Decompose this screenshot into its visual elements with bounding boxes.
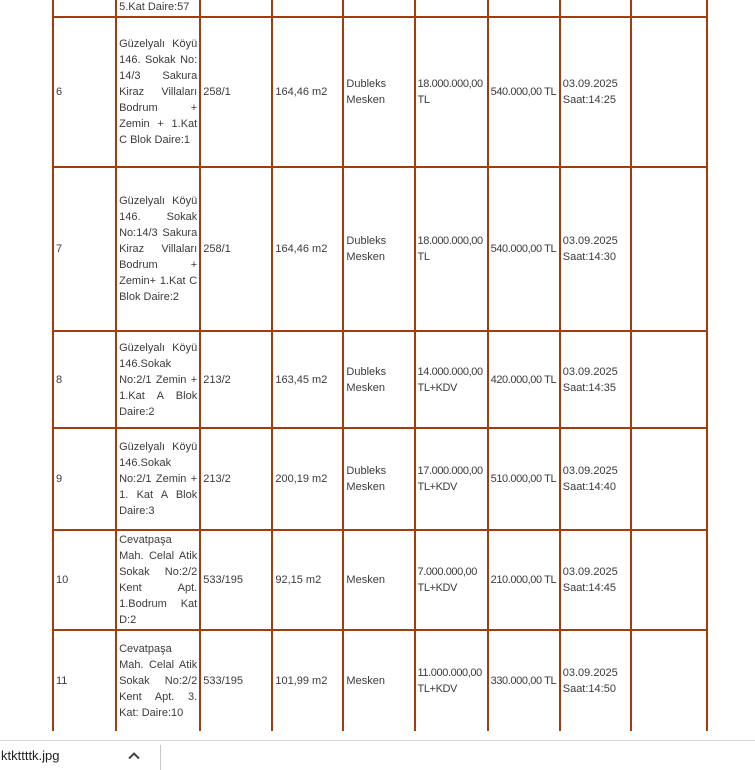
cell-row-number: 6 xyxy=(53,17,116,167)
cell-deposit: 210.000,00 TL xyxy=(488,530,560,630)
cell-address: Güzelyalı Köyü 146. Sokak No:14/3 Sakura Kiraz Villaları Bodrum + Zemin+ 1.Kat C Blok Daire:2 xyxy=(116,167,200,331)
cell-price: 14.000.000,00 TL+KDV xyxy=(415,331,488,428)
cell-extra xyxy=(631,331,707,428)
cell-area: 163,45 m2 xyxy=(272,331,343,428)
listings-table-container xyxy=(52,0,714,731)
chevron-up-glyph xyxy=(128,752,140,760)
cell-parcel: 258/1 xyxy=(200,17,272,167)
table-row-partial xyxy=(53,0,707,17)
cell-price: 18.000.000,00 TL xyxy=(415,167,488,331)
cell-parcel: 533/195 xyxy=(200,530,272,630)
cell-row-number: 10 xyxy=(53,530,116,630)
cell-parcel: 213/2 xyxy=(200,331,272,428)
cell-type: Dubleks Mesken xyxy=(343,17,414,167)
cell-datetime: 03.09.2025 Saat:14:45 xyxy=(560,530,631,630)
cell-parcel: 533/195 xyxy=(200,630,272,731)
cell-deposit: 510.000,00 TL xyxy=(488,428,560,530)
cell-type: Dubleks Mesken xyxy=(343,428,414,530)
cell-parcel: 213/2 xyxy=(200,428,272,530)
cell-row-number: 7 xyxy=(53,167,116,331)
cell-type xyxy=(343,0,414,17)
download-bar xyxy=(0,740,755,770)
cell-price xyxy=(415,0,488,17)
table-row xyxy=(53,17,707,167)
table-row xyxy=(53,428,707,530)
cell-area: 164,46 m2 xyxy=(272,17,343,167)
cell-price: 17.000.000,00 TL+KDV xyxy=(415,428,488,530)
table-row xyxy=(53,630,707,731)
download-bar-divider xyxy=(160,745,161,770)
cell-datetime: 03.09.2025 Saat:14:35 xyxy=(560,331,631,428)
cell-area xyxy=(272,0,343,17)
cell-address: Güzelyalı Köyü 146.Sokak No:2/1 Zemin + 1. Kat A Blok Daire:3 xyxy=(116,428,200,530)
cell-deposit: 330.000,00 TL xyxy=(488,630,560,731)
table-row xyxy=(53,167,707,331)
cell-extra xyxy=(631,0,707,17)
cell-address: Cevatpaşa Mah. Celal Atik Sokak No:2/2 Kent Apt. 1.Bodrum Kat D:2 xyxy=(116,530,200,630)
cell-address: 5.Kat Daire:57 xyxy=(116,0,200,17)
cell-extra xyxy=(631,630,707,731)
cell-price: 11.000.000,00 TL+KDV xyxy=(415,630,488,731)
cell-datetime: 03.09.2025 Saat:14:50 xyxy=(560,630,631,731)
download-filename[interactable]: ktkttttk.jpg xyxy=(1,748,60,763)
cell-area: 101,99 m2 xyxy=(272,630,343,731)
cell-address: Cevatpaşa Mah. Celal Atik Sokak No:2/2 Kent Apt. 3. Kat: Daire:10 xyxy=(116,630,200,731)
cell-row-number: 11 xyxy=(53,630,116,731)
cell-row-number: 8 xyxy=(53,331,116,428)
cell-price: 18.000.000,00 TL xyxy=(415,17,488,167)
cell-area: 200,19 m2 xyxy=(272,428,343,530)
cell-datetime: 03.09.2025 Saat:14:30 xyxy=(560,167,631,331)
cell-type: Mesken xyxy=(343,530,414,630)
cell-deposit: 420.000,00 TL xyxy=(488,331,560,428)
cell-deposit: 540.000,00 TL xyxy=(488,17,560,167)
chevron-up-icon[interactable] xyxy=(125,748,143,764)
cell-datetime xyxy=(560,0,631,17)
cell-address: Güzelyalı Köyü 146. Sokak No: 14/3 Sakura Kiraz Villaları Bodrum + Zemin + 1.Kat C Blok Daire:1 xyxy=(116,17,200,167)
cell-type: Dubleks Mesken xyxy=(343,331,414,428)
cell-deposit xyxy=(488,0,560,17)
cell-type: Dubleks Mesken xyxy=(343,167,414,331)
cell-area: 164,46 m2 xyxy=(272,167,343,331)
cell-datetime: 03.09.2025 Saat:14:25 xyxy=(560,17,631,167)
cell-price: 7.000.000,00 TL+KDV xyxy=(415,530,488,630)
cell-parcel: 258/1 xyxy=(200,167,272,331)
cell-address: Güzelyalı Köyü 146.Sokak No:2/1 Zemin + 1.Kat A Blok Daire:2 xyxy=(116,331,200,428)
cell-type: Mesken xyxy=(343,630,414,731)
table-row xyxy=(53,331,707,428)
cell-deposit: 540.000,00 TL xyxy=(488,167,560,331)
cell-extra xyxy=(631,17,707,167)
cell-datetime: 03.09.2025 Saat:14:40 xyxy=(560,428,631,530)
cell-extra xyxy=(631,428,707,530)
listings-table xyxy=(52,0,708,731)
cell-extra xyxy=(631,530,707,630)
cell-parcel xyxy=(200,0,272,17)
cell-row-number: 9 xyxy=(53,428,116,530)
cell-row-number xyxy=(53,0,116,17)
cell-extra xyxy=(631,167,707,331)
cell-area: 92,15 m2 xyxy=(272,530,343,630)
table-row xyxy=(53,530,707,630)
